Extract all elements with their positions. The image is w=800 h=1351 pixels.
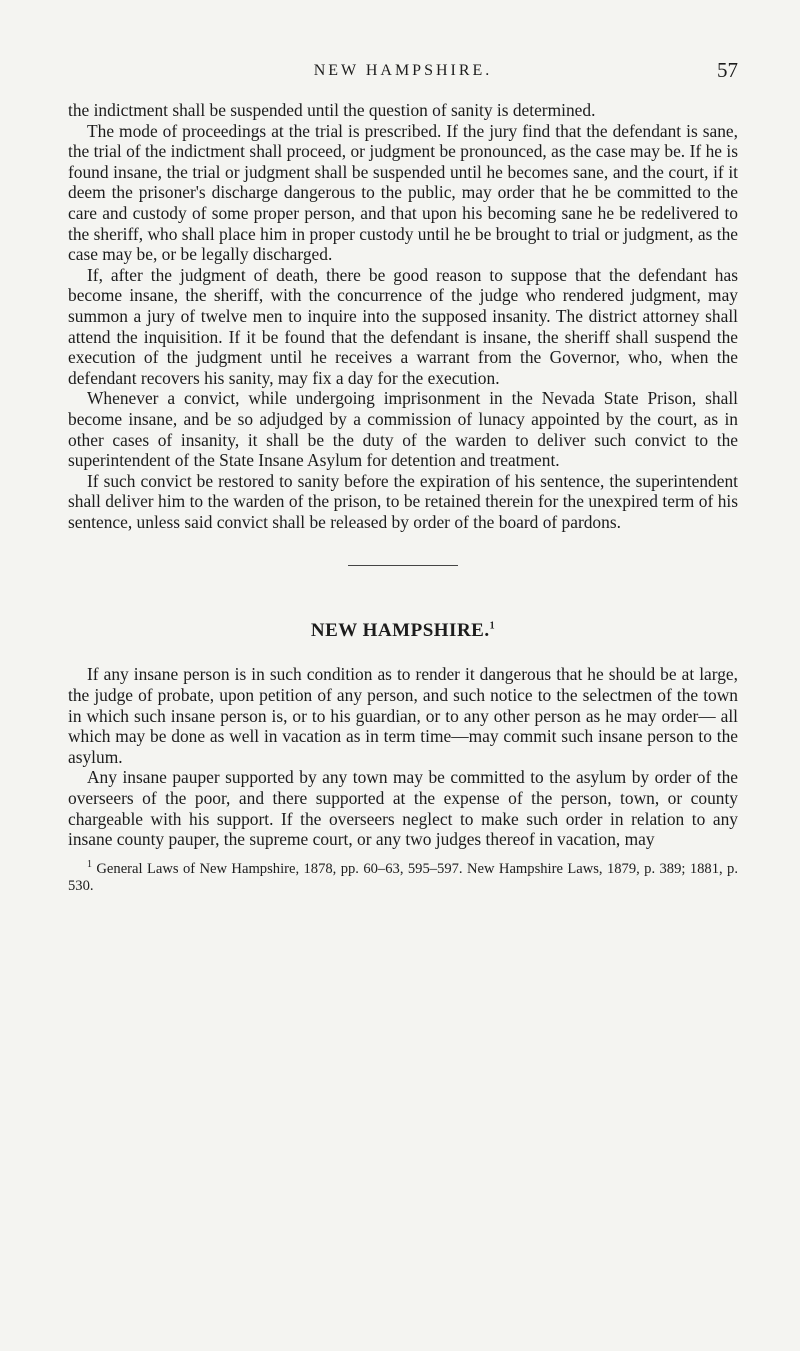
footnote-marker: 1 — [87, 858, 92, 870]
paragraph: Any insane pauper supported by any town may be committed to the asylum by order of the overseers of the poor, and there supported at the expense of the person, town, or county chargeable with his support. If the overseers neglect to make such order in relation to any insane county pauper, the supreme court, or any two judges thereof in vacation, may — [68, 767, 738, 850]
page-number: 57 — [717, 58, 738, 82]
paragraph: Whenever a convict, while undergoing imprisonment in the Nevada State Prison, shall become insane, and be so adjudged by a commission of lunacy appointed by the court, as in other cases of insanity, it shall be the duty of the warden to deliver such convict to the superintendent of the State Insane Asylum for detention and treatment. — [68, 388, 738, 471]
section-heading-text: NEW HAMPSHIRE. — [310, 620, 490, 642]
footnote-text: General Laws of New Hampshire, 1878, pp. 60–63, 595–597. New Hampshire Laws, 1879, p. 389; 1881, p. 530. — [68, 860, 738, 894]
body-text — [68, 100, 738, 532]
section-divider — [348, 565, 458, 566]
section-body — [68, 664, 738, 849]
section-heading — [68, 620, 738, 642]
book-page — [68, 52, 738, 895]
running-head — [68, 52, 738, 100]
paragraph-continuation: the indictment shall be suspended until the question of sanity is determined. — [68, 100, 596, 120]
paragraph: If, after the judgment of death, there be good reason to suppose that the defendant has become insane, the sheriff, with the concurrence of the judge who rendered judgment, may summon a jury of twelve men to inquire into the supposed insanity. The district attorney shall attend the inquisition. If it be found that the defendant is insane, the sheriff shall suspend the execution of the judgment until he receives a warrant from the Governor, who, when the defendant recovers his sanity, may fix a day for the execution. — [68, 264, 738, 388]
footnote-reference: 1 — [489, 621, 496, 633]
running-title: NEW HAMPSHIRE. — [313, 62, 493, 79]
paragraph: If any insane person is in such condition as to render it dangerous that he should be at large, the judge of probate, upon petition of any person, and such notice to the selectmen of the town in which such insane person is, or to his guardian, or to any other person as he may order— all which may be done as well in vacation as in term time—may commit such insane person to the asylum. — [68, 664, 738, 767]
paragraph: The mode of proceedings at the trial is prescribed. If the jury find that the defendant is sane, the trial of the indictment shall proceed, or judgment be pronounced, as the case may be. If he is found insane, the trial or judgment shall be suspended until he becomes sane, and the court, if it deem the prisoner's discharge dangerous to the public, may order that he be committed to the care and custody of some proper person, and that upon his becoming sane he be redelivered to the sheriff, who shall place him in proper custody until he be brought to trial or judgment, as the case may be, or be legally discharged. — [68, 120, 738, 265]
footnote — [68, 856, 738, 895]
paragraph: If such convict be restored to sanity before the expiration of his sentence, the superintendent shall deliver him to the warden of the prison, to be retained therein for the unexpired term of his sentence, unless said convict shall be released by order of the board of pardons. — [68, 470, 738, 532]
footnotes — [68, 856, 738, 895]
